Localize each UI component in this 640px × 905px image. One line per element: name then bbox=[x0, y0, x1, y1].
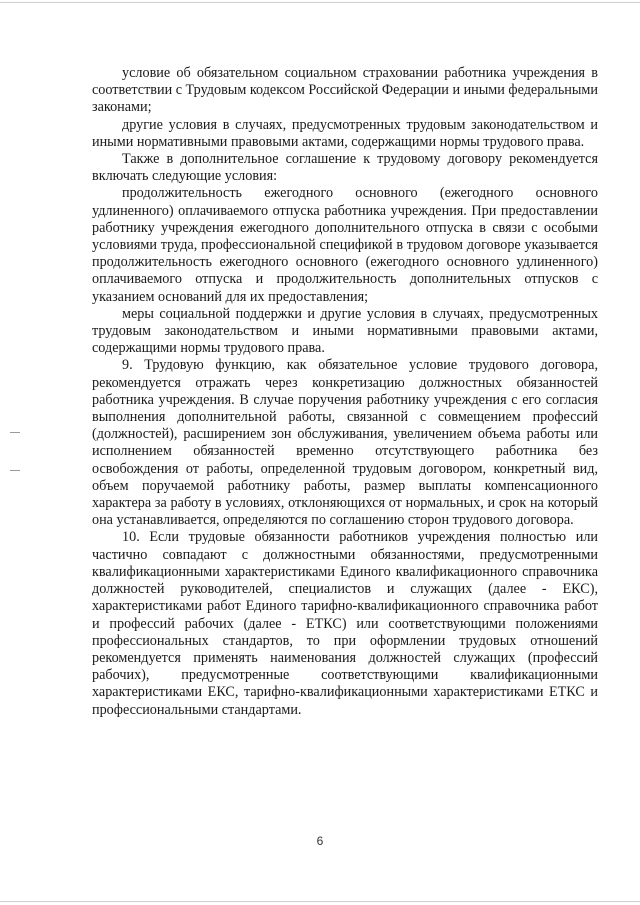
page-top-edge bbox=[0, 2, 640, 3]
page-number: 6 bbox=[316, 834, 324, 848]
document-body bbox=[92, 65, 598, 719]
margin-scan-mark bbox=[10, 470, 20, 471]
paragraph-10-job-duties: 10. Если трудовые обязанности работников учреждения полностью или частично совпадают с должностными обязанностями, предусмотренными квалификационными характеристиками Единого квалификационного справочника должностей руководителей, специалистов и служащих (далее - ЕКС), характеристиками работ Единого тарифно-квалификационного справочника работ и профессий рабочих (далее - ЕТКС) или соответствующими положениями профессиональных стандартов, то при оформлении трудовых отношений рекомендуется применять наименования должностей служащих (профессий рабочих), предусмотренные соответствующими квалификационными характеристиками ЕКС, тарифно-квалификационными характеристиками ЕТКС и профессиональными стандартами. bbox=[92, 529, 598, 718]
page-bottom-edge bbox=[0, 901, 640, 902]
paragraph-other-conditions: другие условия в случаях, предусмотренных трудовым законодательством и иными нормативными правовыми актами, содержащими нормы трудового права. bbox=[92, 116, 598, 150]
paragraph-social-support: меры социальной поддержки и другие условия в случаях, предусмотренных трудовым законодательством и иными нормативными правовыми актами, содержащими нормы трудового права. bbox=[92, 305, 598, 357]
paragraph-additional-agreement: Также в дополнительное соглашение к трудовому договору рекомендуется включать следующие условия: bbox=[92, 151, 598, 185]
paragraph-social-insurance: условие об обязательном социальном страховании работника учреждения в соответствии с Трудовым кодексом Российской Федерации и иными федеральными законами; bbox=[92, 65, 598, 116]
margin-scan-mark bbox=[10, 432, 20, 433]
paragraph-9-labor-function: 9. Трудовую функцию, как обязательное условие трудового договора, рекомендуется отражать через конкретизацию должностных обязанностей работника учреждения. В случае поручения работнику учреждения с его согласия выполнения дополнительной работы, связанной с совмещением профессий (должностей), расширением зон обслуживания, увеличением объема работы или исполнением обязанностей временно отсутствующего работника без освобождения от работы, определенной трудовым договором, конкретный вид, объем поручаемой работнику работы, размер выплаты компенсационного характера за работу в условиях, отклоняющихся от нормальных, и срок на который она устанавливается, определяются по соглашению сторон трудового договора. bbox=[92, 357, 598, 529]
paragraph-vacation-duration: продолжительность ежегодного основного (ежегодного основного удлиненного) оплачиваемого отпуска работника учреждения. При предоставлении работнику учреждения ежегодного дополнительного отпуска в связи с особыми условиями труда, профессиональной спецификой в трудовом договоре указывается продолжительность ежегодного основного (ежегодного основного удлиненного) оплачиваемого отпуска и продолжительность дополнительных отпусков с указанием оснований для их предоставления; bbox=[92, 185, 598, 305]
